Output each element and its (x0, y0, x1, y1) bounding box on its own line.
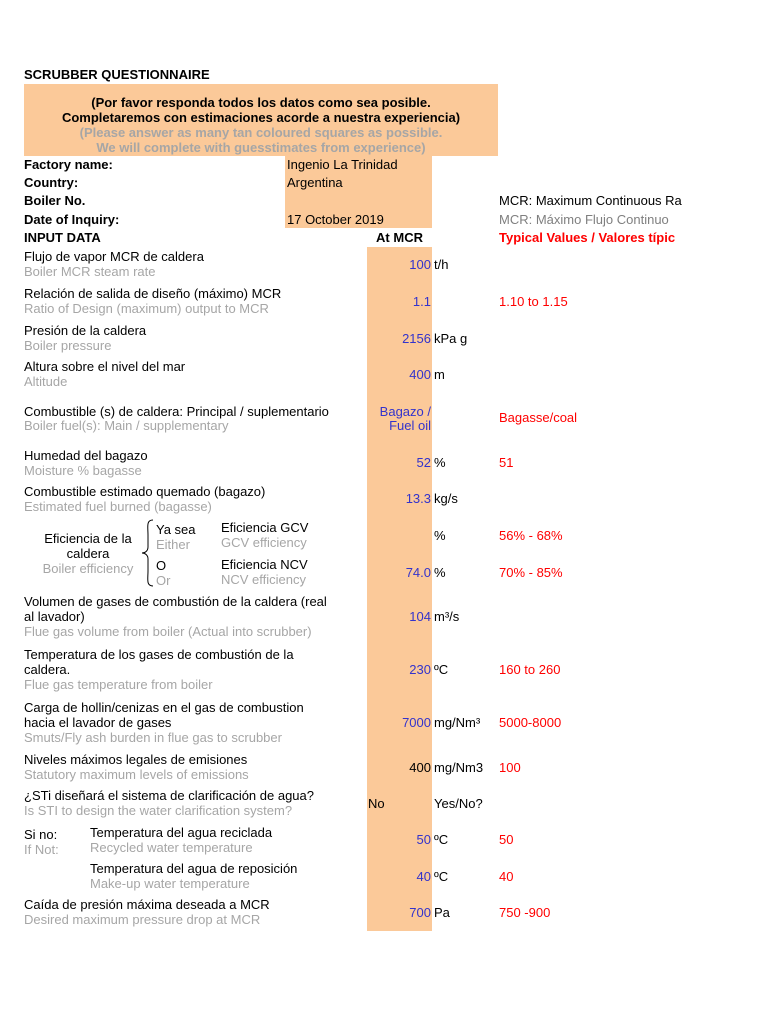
altitude-unit: m (434, 367, 445, 382)
banner-line-es-1: (Por favor responda todos los datos como sea posible. (91, 95, 431, 110)
boiler-no-label: Boiler No. (24, 193, 86, 208)
country-label: Country: (24, 175, 79, 190)
ncv-label-en: NCV efficiency (221, 572, 307, 587)
fuel-burned-label-en: Estimated fuel burned (bagasse) (24, 499, 212, 514)
ash-burden-label-es-1: Carga de hollin/cenizas en el gas de combustion (24, 700, 304, 715)
emissions-unit: mg/Nm3 (434, 760, 484, 775)
ash-burden-unit: mg/Nm³ (434, 715, 481, 730)
flue-gas-volume-value[interactable]: 104 (409, 609, 431, 624)
altitude-label-es: Altura sobre el nivel del mar (24, 359, 186, 374)
flue-gas-temp-label-es-2: caldera. (24, 662, 71, 677)
boiler-pressure-value[interactable]: 2156 (402, 331, 431, 346)
fuel-burned-unit: kg/s (434, 491, 458, 506)
pressure-drop-label-es: Caída de presión máxima deseada a MCR (24, 897, 270, 912)
pressure-drop-label-en: Desired maximum pressure drop at MCR (24, 912, 261, 927)
boiler-fuel-label-es: Combustible (s) de caldera: Principal / suplementario (24, 404, 329, 419)
emissions-typical: 100 (499, 760, 521, 775)
efficiency-label-es-2: caldera (66, 546, 110, 561)
gcv-efficiency-typical: 56% - 68% (499, 528, 563, 543)
flue-gas-temp-typical: 160 to 260 (499, 662, 561, 677)
flue-gas-volume-label-en: Flue gas volume from boiler (Actual into scrubber) (24, 624, 312, 639)
efficiency-label-en: Boiler efficiency (42, 561, 134, 576)
design-ratio-typical: 1.10 to 1.15 (499, 294, 568, 309)
country-value[interactable]: Argentina (287, 175, 343, 190)
mcr-note-es: MCR: Máximo Flujo Continuo (499, 212, 669, 227)
flue-gas-volume-label-es-2: al lavador) (24, 609, 85, 624)
pressure-drop-value[interactable]: 700 (409, 905, 431, 920)
fuel-burned-label-es: Combustible estimado quemado (bagazo) (24, 484, 266, 499)
mcr-column-bg (367, 247, 432, 931)
design-ratio-label-es: Relación de salida de diseño (máximo) MCR (24, 286, 282, 301)
clarification-label-en: Is STI to design the water clarification system? (24, 803, 293, 818)
steam-rate-label-es: Flujo de vapor MCR de caldera (24, 249, 204, 264)
makeup-water-value[interactable]: 40 (416, 869, 431, 884)
clarification-label-es: ¿STi diseñará el sistema de clarificación de agua? (24, 788, 314, 803)
boiler-fuel-typical: Bagasse/coal (499, 410, 578, 425)
emissions-label-en: Statutory maximum levels of emissions (24, 767, 249, 782)
makeup-water-label-es: Temperatura del agua de reposición (90, 861, 298, 876)
either-label-en: Either (156, 537, 190, 552)
either-label-es: Ya sea (156, 522, 196, 537)
recycled-water-label-es: Temperatura del agua reciclada (90, 825, 273, 840)
makeup-water-unit: ºC (434, 869, 449, 884)
boiler-fuel-label-en: Boiler fuel(s): Main / supplementary (24, 418, 229, 433)
mcr-note-en: MCR: Maximum Continuous Ra (499, 193, 682, 208)
pressure-drop-unit: Pa (434, 905, 450, 920)
flue-gas-temp-label-en: Flue gas temperature from boiler (24, 677, 213, 692)
emissions-value[interactable]: 400 (409, 760, 431, 775)
ncv-label-es: Eficiencia NCV (221, 557, 308, 572)
recycled-water-typical: 50 (499, 832, 514, 847)
ash-burden-value[interactable]: 7000 (402, 715, 431, 730)
flue-gas-temp-unit: ºC (434, 662, 449, 677)
steam-rate-value[interactable]: 100 (409, 257, 431, 272)
altitude-label-en: Altitude (24, 374, 68, 389)
banner-line-en-1: (Please answer as many tan coloured squares as possible. (79, 125, 443, 140)
curly-brace-icon (140, 519, 154, 587)
pressure-drop-typical: 750 -900 (499, 905, 551, 920)
bagasse-moisture-label-en: Moisture % bagasse (24, 463, 142, 478)
efficiency-label-es-1: Eficiencia de la (44, 531, 132, 546)
altitude-value[interactable]: 400 (409, 367, 431, 382)
date-value[interactable]: 17 October 2019 (287, 212, 384, 227)
date-label: Date of Inquiry: (24, 212, 120, 227)
flue-gas-volume-unit: m³/s (434, 609, 460, 624)
gcv-label-en: GCV efficiency (221, 535, 307, 550)
bagasse-moisture-value[interactable]: 52 (416, 455, 431, 470)
fuel-burned-value[interactable]: 13.3 (405, 491, 431, 506)
factory-name-value[interactable]: Ingenio La Trinidad (287, 157, 398, 172)
factory-name-label: Factory name: (24, 157, 113, 172)
bagasse-moisture-unit: % (434, 455, 446, 470)
clarification-value[interactable]: No (368, 796, 385, 811)
clarification-unit: Yes/No? (434, 796, 483, 811)
bagasse-moisture-typical: 51 (499, 455, 514, 470)
or-label-es: O (156, 558, 167, 573)
at-mcr-header: At MCR (376, 230, 423, 245)
flue-gas-temp-value[interactable]: 230 (409, 662, 431, 677)
boiler-pressure-unit: kPa g (434, 331, 468, 346)
boiler-pressure-label-es: Presión de la caldera (24, 323, 147, 338)
typical-values-header: Typical Values / Valores típic (499, 230, 676, 245)
emissions-label-es: Niveles máximos legales de emisiones (24, 752, 248, 767)
page-title: SCRUBBER QUESTIONNAIRE (24, 67, 210, 82)
ash-burden-typical: 5000-8000 (499, 715, 562, 730)
banner-line-en-2: We will complete with guesstimates from experience) (96, 140, 426, 155)
bagasse-moisture-label-es: Humedad del bagazo (24, 448, 148, 463)
gcv-efficiency-unit: % (434, 528, 446, 543)
design-ratio-label-en: Ratio of Design (maximum) output to MCR (24, 301, 269, 316)
recycled-water-unit: ºC (434, 832, 449, 847)
ncv-efficiency-unit: % (434, 565, 446, 580)
boiler-fuel-supp-value[interactable]: Fuel oil (389, 418, 431, 433)
if-not-label-es: Si no: (24, 827, 58, 842)
recycled-water-value[interactable]: 50 (416, 832, 431, 847)
ash-burden-label-en: Smuts/Fly ash burden in flue gas to scrubber (24, 730, 282, 745)
if-not-label-en: If Not: (24, 842, 59, 857)
makeup-water-label-en: Make-up water temperature (90, 876, 250, 891)
ncv-efficiency-value[interactable]: 74.0 (405, 565, 431, 580)
instructions-banner (24, 95, 498, 155)
ncv-efficiency-typical: 70% - 85% (499, 565, 563, 580)
banner-line-es-2: Completaremos con estimaciones acorde a nuestra experiencia) (61, 110, 461, 125)
recycled-water-label-en: Recycled water temperature (90, 840, 253, 855)
flue-gas-volume-label-es-1: Volumen de gases de combustión de la caldera (real (24, 594, 327, 609)
input-data-header: INPUT DATA (24, 230, 101, 245)
boiler-pressure-label-en: Boiler pressure (24, 338, 112, 353)
makeup-water-typical: 40 (499, 869, 514, 884)
ash-burden-label-es-2: hacia el lavador de gases (24, 715, 172, 730)
boiler-fuel-main-value[interactable]: Bagazo / (379, 404, 431, 419)
steam-rate-label-en: Boiler MCR steam rate (24, 264, 156, 279)
design-ratio-value[interactable]: 1.1 (412, 294, 431, 309)
flue-gas-temp-label-es-1: Temperatura de los gases de combustión de la (24, 647, 294, 662)
gcv-label-es: Eficiencia GCV (221, 520, 309, 535)
steam-rate-unit: t/h (434, 257, 449, 272)
or-label-en: Or (156, 573, 171, 588)
